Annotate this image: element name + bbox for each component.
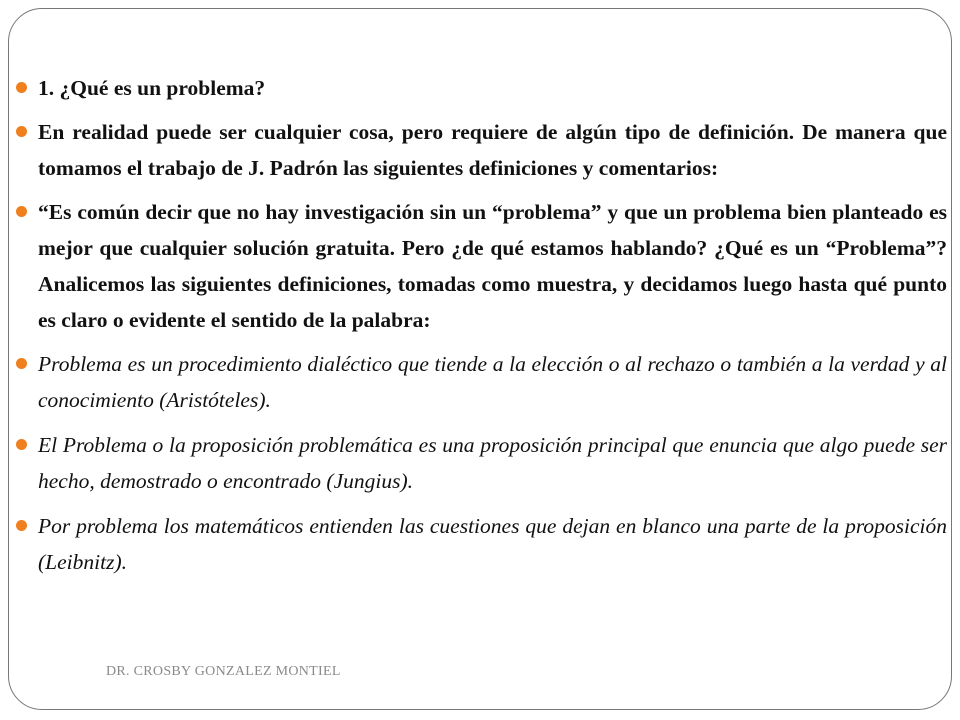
bullet-dot-icon — [16, 82, 27, 93]
bullet-text: “Es común decir que no hay investigación sin un “problema” y que un problema bien planteado es mejor que cualquier solución gratuita. Pero ¿de qué estamos hablando? ¿Qué es un “Problema”? Analicemos las siguientes definiciones, tomadas como muestra, y decidamos luego hasta qué punto es claro o evidente el sentido de la palabra: — [38, 200, 947, 332]
bullet-text: El Problema o la proposición problemática es una proposición principal que enuncia que algo puede ser hecho, demostrado o encontrado (Jungius). — [38, 433, 947, 493]
bullet-dot-icon — [16, 520, 27, 531]
footer-author: DR. CROSBY GONZALEZ MONTIEL — [106, 664, 341, 679]
bullet-item-jungius — [12, 427, 947, 499]
bullet-text: En realidad puede ser cualquier cosa, pero requiere de algún tipo de definición. De manera que tomamos el trabajo de J. Padrón las siguientes definiciones y comentarios: — [38, 120, 947, 180]
bullet-item-definition-intro — [12, 114, 947, 186]
bullet-item-quote — [12, 194, 947, 338]
bullet-list — [12, 70, 947, 589]
bullet-dot-icon — [16, 358, 27, 369]
bullet-text: 1. ¿Qué es un problema? — [38, 76, 266, 100]
bullet-dot-icon — [16, 206, 27, 217]
bullet-item-question — [12, 70, 947, 106]
bullet-text: Problema es un procedimiento dialéctico que tiende a la elección o al rechazo o también a la verdad y al conocimiento (Aristóteles). — [38, 352, 947, 412]
bullet-text: Por problema los matemáticos entienden las cuestiones que dejan en blanco una parte de la proposición (Leibnitz). — [38, 514, 947, 574]
bullet-item-aristoteles — [12, 346, 947, 418]
bullet-item-leibnitz — [12, 508, 947, 580]
bullet-dot-icon — [16, 126, 27, 137]
bullet-dot-icon — [16, 439, 27, 450]
